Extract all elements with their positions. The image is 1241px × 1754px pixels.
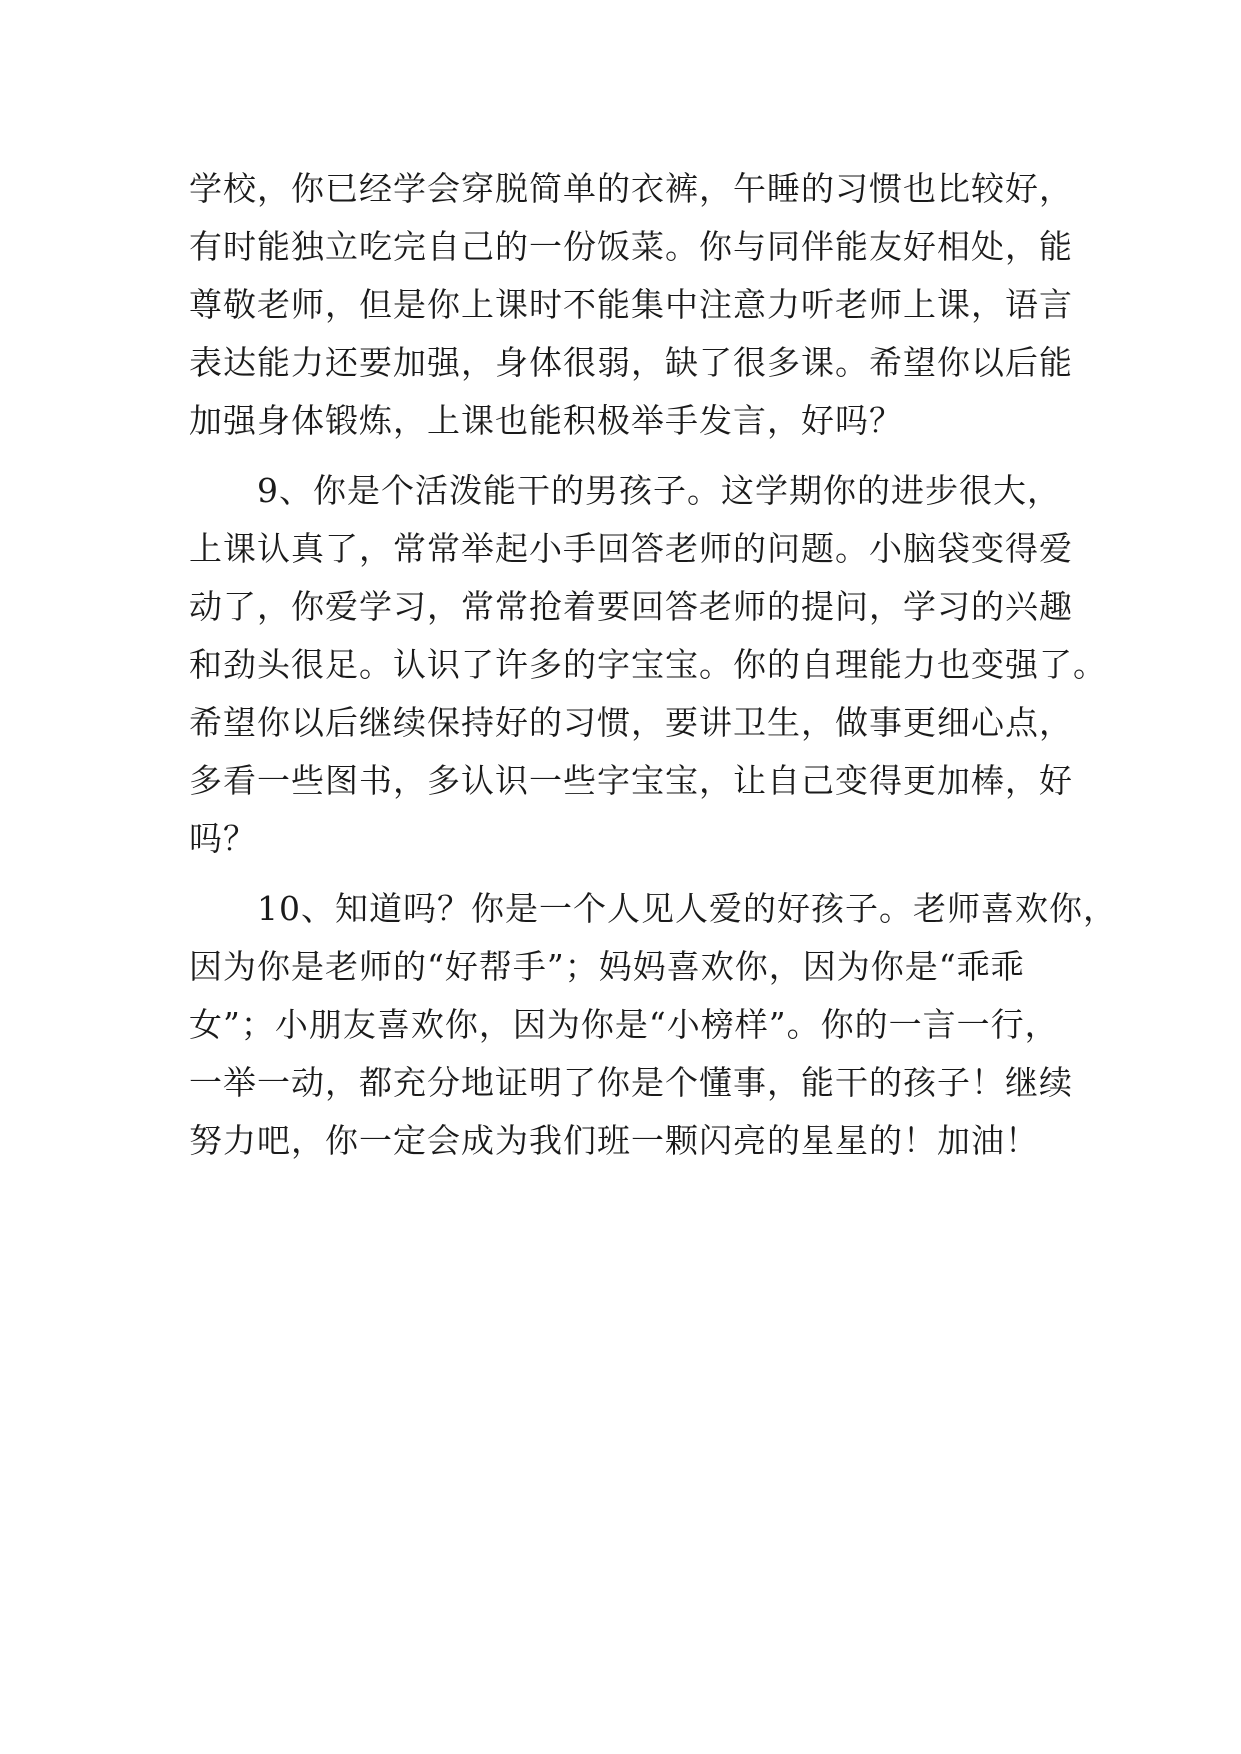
text-line: 努力吧，你一定会成为我们班一颗闪亮的星星的！加油！ <box>189 1121 1039 1160</box>
text-line: 一举一动，都充分地证明了你是个懂事，能干的孩子！继续 <box>189 1063 1073 1102</box>
text-line: 10、知道吗？你是一个人见人爱的好孩子。老师喜欢你， <box>189 889 1117 928</box>
document-body <box>189 160 1117 1170</box>
paragraph-8-continued <box>189 160 1073 450</box>
paragraph-gap <box>189 450 1069 462</box>
text-line: 动了，你爱学习，常常抢着要回答老师的提问，学习的兴趣 <box>189 587 1073 626</box>
paragraph-10 <box>189 880 1117 1170</box>
text-line: 吗？ <box>189 819 257 858</box>
paragraph-gap <box>189 868 1069 880</box>
text-line: 因为你是老师的“好帮手”；妈妈喜欢你，因为你是“乖乖 <box>189 947 1025 986</box>
text-line: 女”；小朋友喜欢你，因为你是“小榜样”。你的一言一行， <box>189 1005 1059 1044</box>
text-line: 和劲头很足。认识了许多的字宝宝。你的自理能力也变强了。 <box>189 645 1107 684</box>
text-line: 加强身体锻炼，上课也能积极举手发言，好吗？ <box>189 401 903 440</box>
text-line: 9、你是个活泼能干的男孩子。这学期你的进步很大， <box>189 471 1061 510</box>
text-line: 表达能力还要加强，身体很弱，缺了很多课。希望你以后能 <box>189 343 1073 382</box>
text-line: 学校，你已经学会穿脱简单的衣裤，午睡的习惯也比较好， <box>189 169 1073 208</box>
paragraph-9 <box>189 462 1107 868</box>
text-line: 希望你以后继续保持好的习惯，要讲卫生，做事更细心点， <box>189 703 1073 742</box>
text-line: 尊敬老师，但是你上课时不能集中注意力听老师上课，语言 <box>189 285 1073 324</box>
text-line: 多看一些图书，多认识一些字宝宝，让自己变得更加棒，好 <box>189 761 1073 800</box>
text-line: 上课认真了，常常举起小手回答老师的问题。小脑袋变得爱 <box>189 529 1073 568</box>
text-line: 有时能独立吃完自己的一份饭菜。你与同伴能友好相处，能 <box>189 227 1073 266</box>
